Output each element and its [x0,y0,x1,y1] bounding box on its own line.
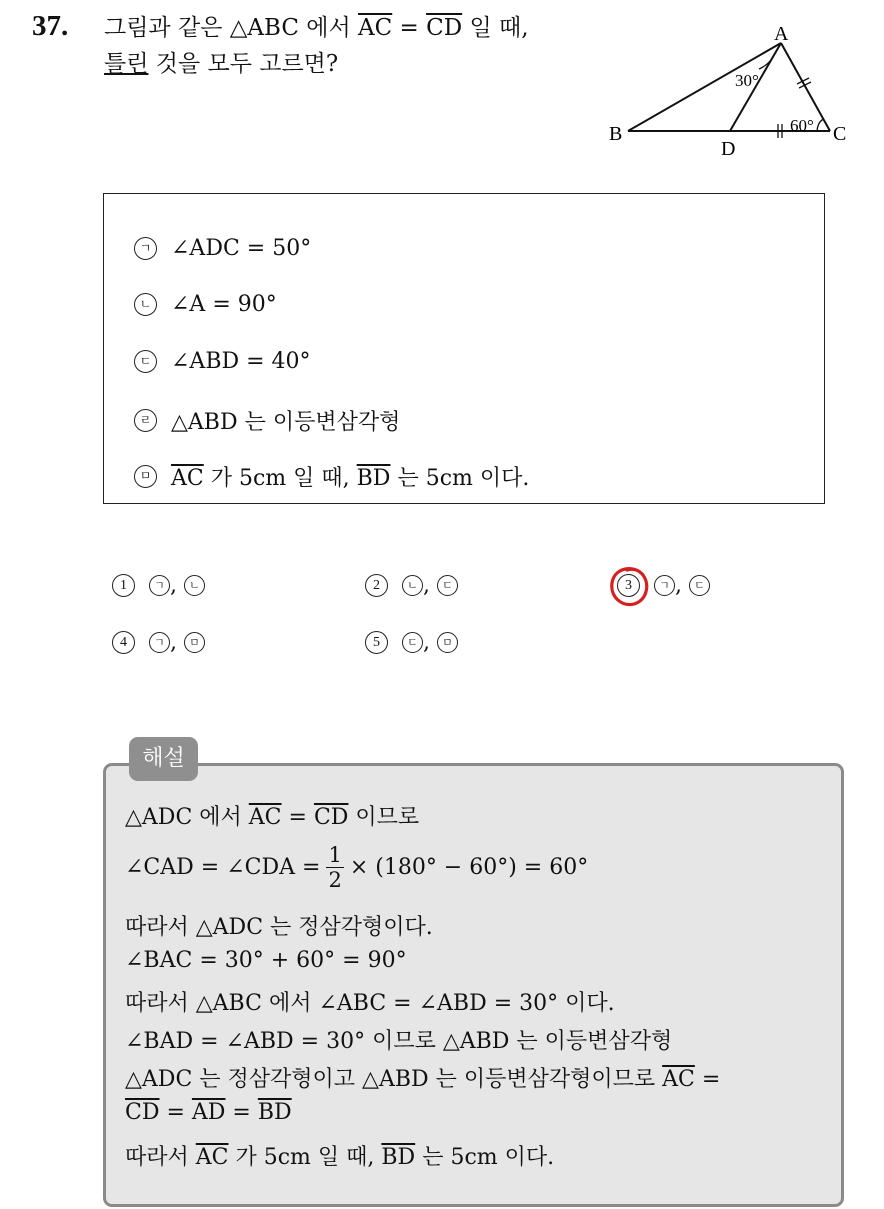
condition-item: ㄴ ∠A = 90° [134,292,277,317]
choice-5[interactable]: 5 ㄷ , ㅁ [365,630,458,655]
fraction-one-half: $\frac{1}{2}$ [328,843,342,892]
solution-line-9: 따라서 $\overline{AC}$ 가 5cm 일 때, $\overline{BD}$ 는 5cm 이다. [125,1145,555,1170]
solution-line-1: △ADC 에서 $\overline{AC} = \overline{CD}$ 이므로 [125,805,420,830]
solution-line-3: 따라서 △ADC 는 정삼각형이다. [125,915,433,940]
condition-item: ㄱ ∠ADC = 50° [134,236,311,261]
question-line-2: 틀린 것을 모두 고르면? [104,51,339,77]
conditions-box [103,193,825,504]
condition-marker: ㄱ [134,237,157,260]
choice-3[interactable]: 3 ㄱ , ㄷ [617,573,710,598]
emphasis-wrong: 틀린 [104,51,149,77]
solution-line-6: ∠BAD = ∠ABD = 30° 이므로 △ABD 는 이등변삼각형 [125,1029,673,1054]
condition-marker: ㅁ [134,465,157,488]
condition-item: ㄷ ∠ABD = 40° [134,349,311,374]
triangle-diagram [600,20,860,165]
condition-marker: ㄷ [134,350,157,373]
condition-item: ㄹ △ABD 는 이등변삼각형 [134,405,400,436]
condition-marker: ㄴ [134,293,157,316]
solution-tag: 해설 [129,737,198,781]
solution-line-4: ∠BAC = 30° + 60° = 90° [125,948,407,973]
vertex-label-d: D [721,138,736,160]
choice-4[interactable]: 4 ㄱ , ㅁ [112,630,205,655]
solution-line-2: ∠CAD = ∠CDA = $\frac{1}{2}$ × (180° − 60°) = 60° [125,843,589,892]
solution-line-8: $\overline{CD} = \overline{AD} = \overline{BD}$ [125,1100,292,1125]
vertex-label-b: B [609,123,623,145]
solution-line-5: 따라서 △ABC 에서 ∠ABC = ∠ABD = 30° 이다. [125,991,615,1016]
vertex-label-a: A [774,23,789,45]
angle-label-60: 60° [790,116,814,135]
angle-label-30: 30° [735,71,759,90]
question-number: 37. [32,10,69,42]
choice-2[interactable]: 2 ㄴ , ㄷ [365,573,458,598]
condition-item: ㅁ $\overline{AC}$ 가 5cm 일 때, $\overline{BD}$ 는 5cm 이다. [134,461,529,492]
solution-line-7: △ADC 는 정삼각형이고 △ABD 는 이등변삼각형이므로 $\overline{AC}$ = [125,1067,721,1092]
choice-1[interactable]: 1 ㄱ , ㄴ [112,573,205,598]
answer-circle-mark [606,563,654,611]
vertex-label-c: C [833,123,847,145]
condition-marker: ㄹ [134,409,157,432]
question-line-1: 그림과 같은 △ABC 에서 $\overline{AC} = \overline{CD}$ 일 때, [104,15,529,41]
